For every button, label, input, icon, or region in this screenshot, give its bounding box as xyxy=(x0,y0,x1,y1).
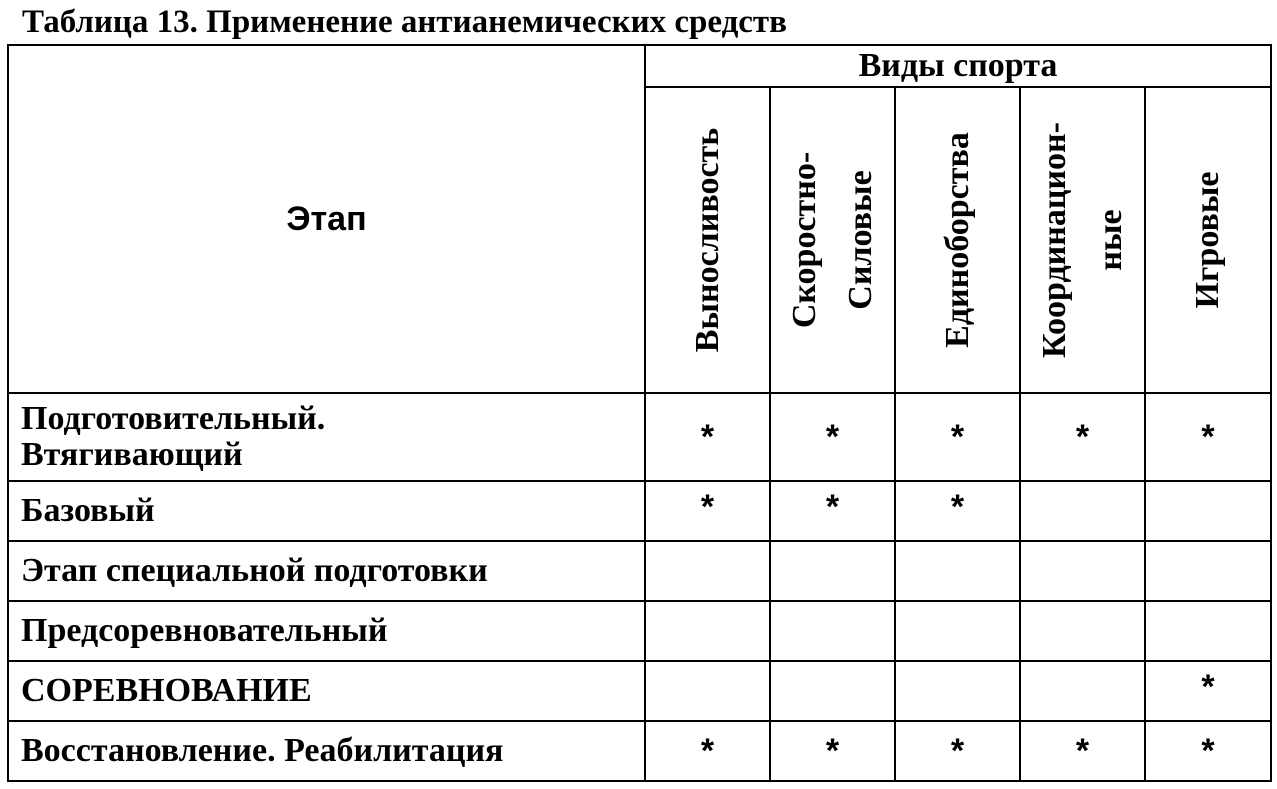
sport-header-speed-strength xyxy=(770,87,895,393)
sport-header-label: Единоборства xyxy=(938,132,976,348)
sport-header-label: Скоростно- Силовые xyxy=(785,151,879,329)
sport-header-coordination xyxy=(1020,87,1145,393)
mark-cell xyxy=(645,661,770,721)
sports-group-header: Виды спорта xyxy=(645,45,1271,87)
mark-cell: * xyxy=(895,393,1020,481)
mark-cell xyxy=(1020,661,1145,721)
sport-header-endurance xyxy=(645,87,770,393)
stage-name: Восстановление. Реабилитация xyxy=(8,721,645,781)
mark-cell: * xyxy=(645,721,770,781)
mark-cell xyxy=(895,661,1020,721)
mark-cell xyxy=(895,541,1020,601)
table-row xyxy=(8,541,1271,601)
sport-header-combat xyxy=(895,87,1020,393)
mark-cell xyxy=(1020,541,1145,601)
mark-cell xyxy=(770,541,895,601)
mark-cell: * xyxy=(645,481,770,541)
mark-cell xyxy=(645,541,770,601)
mark-cell xyxy=(1145,481,1271,541)
mark-cell: * xyxy=(1145,721,1271,781)
table-row xyxy=(8,601,1271,661)
mark-cell: * xyxy=(770,721,895,781)
table-row xyxy=(8,661,1271,721)
stage-column-header: Этап xyxy=(8,45,645,393)
mark-cell: * xyxy=(770,393,895,481)
mark-cell: * xyxy=(1145,661,1271,721)
table-row xyxy=(8,393,1271,481)
sport-header-label: Выносливость xyxy=(688,127,726,353)
mark-cell xyxy=(770,661,895,721)
antianemic-table xyxy=(7,44,1272,782)
mark-cell: * xyxy=(1145,393,1271,481)
mark-cell xyxy=(1145,541,1271,601)
mark-cell: * xyxy=(895,721,1020,781)
mark-cell xyxy=(895,601,1020,661)
mark-cell xyxy=(770,601,895,661)
mark-cell xyxy=(1020,601,1145,661)
stage-name: СОРЕВНОВАНИЕ xyxy=(8,661,645,721)
mark-cell: * xyxy=(770,481,895,541)
stage-name: Предсоревновательный xyxy=(8,601,645,661)
table-row xyxy=(8,721,1271,781)
mark-cell xyxy=(1145,601,1271,661)
mark-cell: * xyxy=(1020,721,1145,781)
stage-name: Подготовительный. Втягивающий xyxy=(8,393,645,481)
table-caption: Таблица 13. Применение антианемических средств xyxy=(22,4,787,40)
table-row xyxy=(8,481,1271,541)
mark-cell: * xyxy=(645,393,770,481)
mark-cell: * xyxy=(1020,393,1145,481)
mark-cell: * xyxy=(895,481,1020,541)
sport-header-label: Координацион- ные xyxy=(1035,122,1129,358)
stage-name: Базовый xyxy=(8,481,645,541)
sport-header-label: Игровые xyxy=(1189,171,1226,309)
stage-name: Этап специальной подготовки xyxy=(8,541,645,601)
sport-header-games xyxy=(1145,87,1271,393)
mark-cell xyxy=(645,601,770,661)
mark-cell xyxy=(1020,481,1145,541)
